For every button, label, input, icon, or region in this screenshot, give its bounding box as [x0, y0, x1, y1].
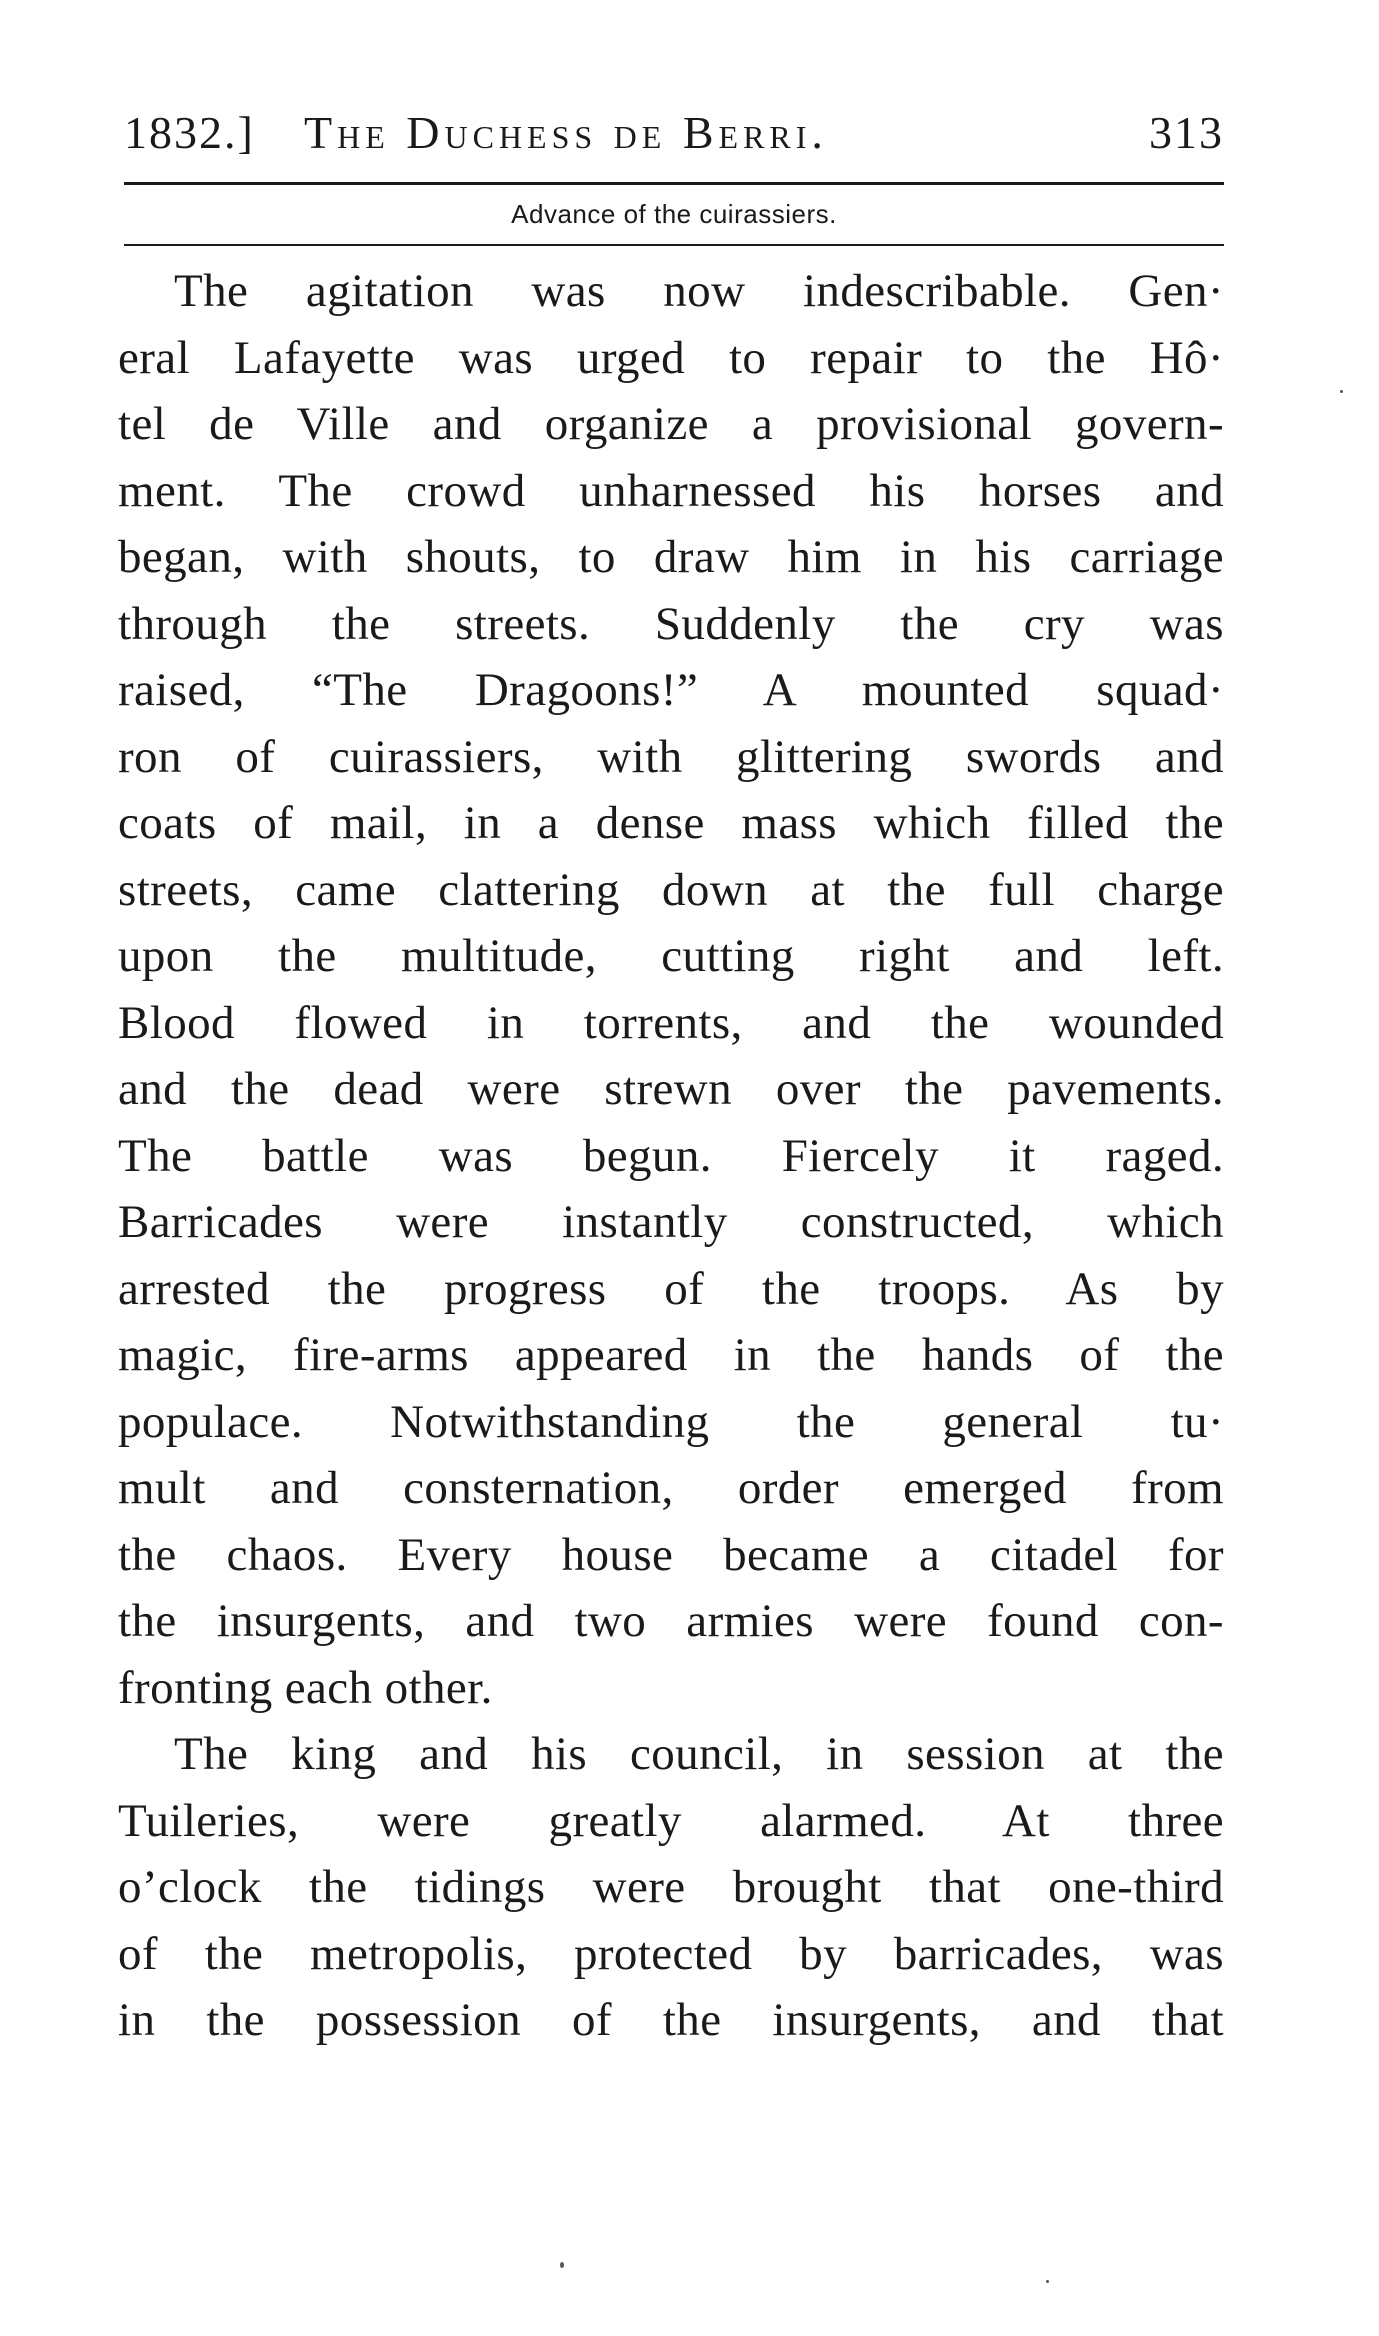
text-line: upon the multitude, cutting right and left.: [118, 930, 1224, 982]
text-line: streets, came clattering down at the full charge: [118, 863, 1224, 916]
text-line: ment. The crowd unharnessed his horses and: [118, 464, 1224, 517]
text-line: Tuileries, were greatly alarmed. At three: [118, 1794, 1224, 1847]
text-line: in the possession of the insurgents, and that: [118, 1994, 1224, 2046]
text-line: of the metropolis, protected by barricades, was: [118, 1927, 1224, 1980]
section-subhead: Advance of the cuirassiers.: [511, 199, 837, 229]
text-line: o’clock the tidings were brought that one-third: [118, 1861, 1224, 1913]
text-line: The king and his council, in session at the: [174, 1728, 1224, 1780]
running-head-year: 1832.]: [124, 107, 255, 158]
text-line: began, with shouts, to draw him in his carriage: [118, 531, 1224, 583]
text-line: The agitation was now indescribable. Gen·: [174, 265, 1224, 317]
text-line: arrested the progress of the troops. As by: [118, 1262, 1224, 1315]
paragraph-2: [118, 1721, 1224, 2054]
body-text: [118, 258, 1224, 2054]
text-line: tel de Ville and organize a provisional govern-: [118, 398, 1224, 450]
running-head-title: The Duchess de Berri.: [304, 107, 828, 158]
text-line: Blood flowed in torrents, and the wounded: [118, 996, 1224, 1049]
paper-speck: [1340, 390, 1343, 393]
page-number: 313: [1149, 107, 1224, 158]
running-head: [124, 98, 1224, 168]
text-line: raised, “The Dragoons!” A mounted squad·: [118, 664, 1224, 716]
text-line: Barricades were instantly constructed, which: [118, 1196, 1224, 1248]
header-rule-bottom: [124, 244, 1224, 246]
text-line: the insurgents, and two armies were found con-: [118, 1595, 1224, 1647]
text-line: through the streets. Suddenly the cry was: [118, 597, 1224, 650]
text-line: The battle was begun. Fiercely it raged.: [118, 1129, 1224, 1182]
header-rule-top: [124, 182, 1224, 185]
text-line: populace. Notwithstanding the general tu·: [118, 1395, 1224, 1448]
text-line: magic, fire-arms appeared in the hands of the: [118, 1329, 1224, 1381]
text-line: coats of mail, in a dense mass which filled the: [118, 797, 1224, 849]
text-line: fronting each other.: [118, 1661, 493, 1714]
text-line: and the dead were strewn over the pavements.: [118, 1063, 1224, 1115]
paper-speck: [1046, 2280, 1049, 2283]
paper-speck: [560, 2262, 564, 2268]
text-line: mult and consternation, order emerged from: [118, 1462, 1224, 1514]
text-line: the chaos. Every house became a citadel for: [118, 1528, 1224, 1581]
text-line: eral Lafayette was urged to repair to the Hô·: [118, 331, 1224, 384]
text-line: ron of cuirassiers, with glittering swords and: [118, 730, 1224, 783]
paragraph-1: [118, 258, 1224, 1721]
